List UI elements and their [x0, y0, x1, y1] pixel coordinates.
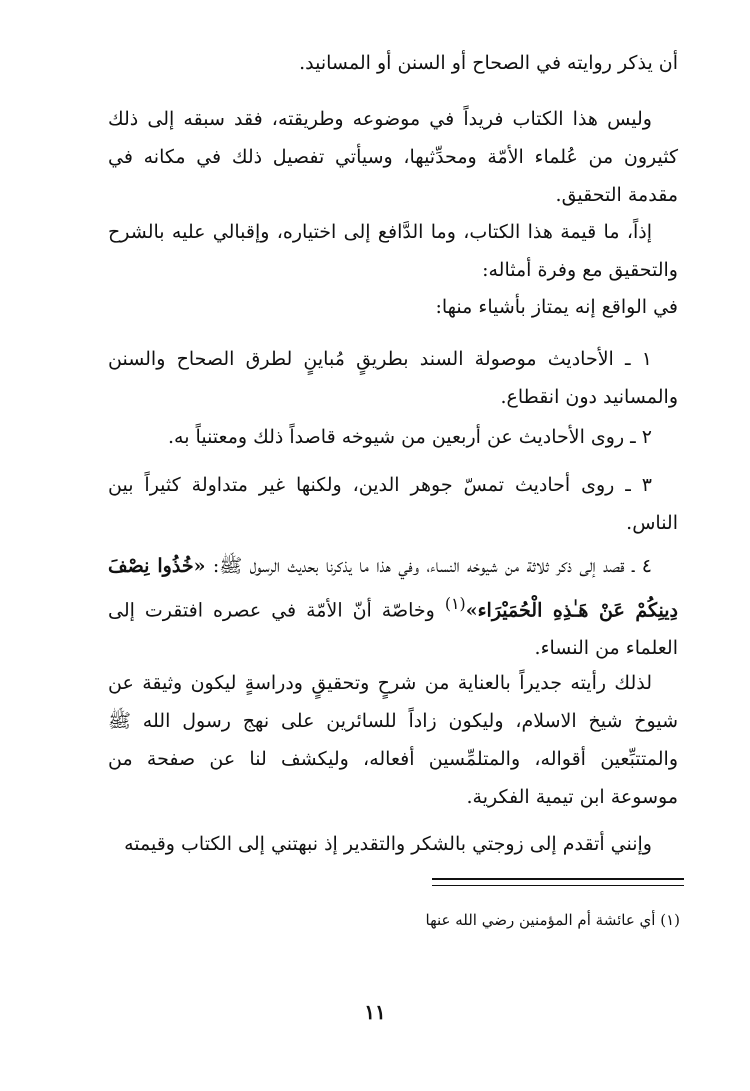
footnote: (١) أي عائشة أم المؤمنين رضي الله عنها [425, 911, 680, 929]
paragraph-text: لذلك رأيته جديراً بالعناية من شرحٍ وتحقيقٍ ودراسةٍ ليكون وثيقة عن شيوخ شيخ الاسلام، وليكون زاداً للسائرين على نهج رسول الله ﷺ والمتتبِّعين أقواله، والمتلمِّسين أفعاله، وليكشف لنا عن صفحة من موسوعة ابن تيمية الفكرية. [108, 672, 678, 808]
list-item-text: ٤ ـ قصد إلى ذكر ثلاثة من شيوخه النساء، وفي هذا ما يذكرنا بحديث الرسول ﷺ: [212, 555, 652, 577]
footnote-reference: (١) [444, 594, 466, 613]
list-item [108, 418, 678, 456]
paragraph-text: وليس هذا الكتاب فريداً في موضوعه وطريقته، فقد سبقه إلى ذلك كثيرون من عُلماء الأمّة ومحدِّثيها، وسيأتي تفصيل ذلك في مكانه في مقدمة التحقيق. [108, 108, 678, 206]
paragraph-text: وإنني أتقدم إلى زوجتي بالشكر والتقدير إذ نبهتني إلى الكتاب وقيمته [124, 833, 652, 855]
paragraph [108, 664, 678, 816]
hadith-quote: «خُذُوا نِصْفَ دِينِكُمْ عَنْ هَـٰذِهِ الْحُمَيْرَاء» [108, 555, 678, 622]
footnote-divider-secondary [432, 885, 684, 886]
paragraph-continuation [108, 44, 678, 82]
paragraph-text: في الواقع إنه يمتاز بأشياء منها: [435, 296, 678, 318]
paragraph [108, 100, 678, 214]
page-number: ١١ [364, 1000, 386, 1024]
paragraph [108, 825, 678, 863]
list-item [108, 547, 678, 667]
footnote-divider [432, 878, 684, 880]
list-item-text-continued: وخاصّة أنّ الأمّة في عصره افتقرت إلى العلماء من النساء. [108, 599, 678, 660]
list-item-text: ٢ ـ روى الأحاديث عن أربعين من شيوخه قاصداً ذلك ومعتنياً به. [168, 426, 652, 448]
list-item-text: ٣ ـ روى أحاديث تمسّ جوهر الدين، ولكنها غير متداولة كثيراً بين الناس. [108, 474, 678, 534]
paragraph [108, 213, 678, 289]
paragraph [108, 288, 678, 326]
list-item [108, 466, 678, 542]
paragraph-text: أن يذكر روايته في الصحاح أو السنن أو المسانيد. [299, 52, 678, 74]
list-item-text: ١ ـ الأحاديث موصولة السند بطريقٍ مُباينٍ لطرق الصحاح والسنن والمسانيد دون انقطاع. [108, 348, 678, 408]
paragraph-text: إذاً، ما قيمة هذا الكتاب، وما الدَّافع إلى اختياره، وإقبالي عليه بالشرح والتحقيق مع وفرة أمثاله: [108, 221, 678, 281]
list-item [108, 340, 678, 416]
